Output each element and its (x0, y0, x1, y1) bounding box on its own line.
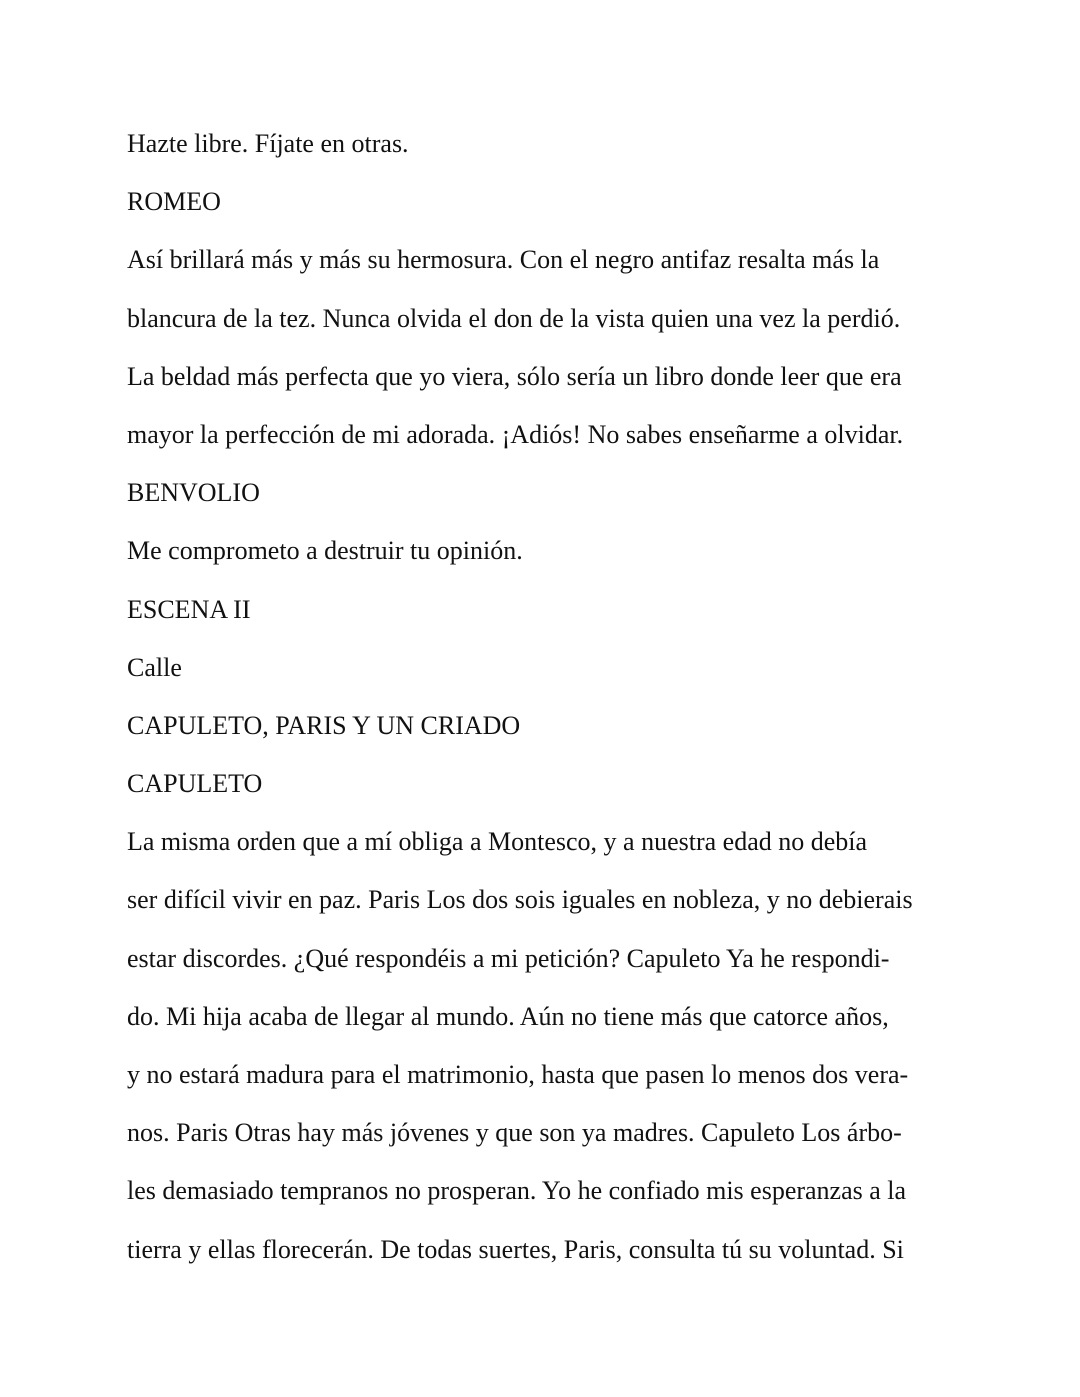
text-line: tierra y ellas florecerán. De todas suertes, Paris, consulta tú su voluntad. Si (127, 1234, 904, 1264)
text-line: La misma orden que a mí obliga a Montesco, y a nuestra edad no debía (127, 827, 868, 857)
text-line: les demasiado tempranos no prosperan. Yo he confiado mis esperanzas a la (127, 1176, 907, 1206)
text-line: do. Mi hija acaba de llegar al mundo. Aún no tiene más que catorce años, (127, 1001, 889, 1031)
text-line: nos. Paris Otras hay más jóvenes y que son ya madres. Capuleto Los árbo- (127, 1118, 902, 1148)
speaker-name: BENVOLIO (127, 478, 260, 508)
text-line: y no estará madura para el matrimonio, hasta que pasen lo menos dos vera- (127, 1060, 909, 1089)
body-text (127, 122, 957, 1286)
speaker-name: CAPULETO (127, 769, 263, 799)
speaker-name: ROMEO (127, 187, 221, 217)
characters-heading: CAPULETO, PARIS Y UN CRIADO (127, 710, 521, 740)
text-line: ser difícil vivir en paz. Paris Los dos sois iguales en nobleza, y no debierais (127, 885, 913, 915)
text-line: Hazte libre. Fíjate en otras. (127, 129, 409, 158)
text-line: mayor la perfección de mi adorada. ¡Adiós! No sabes enseñarme a olvidar. (127, 419, 904, 449)
text-line: Me comprometo a destruir tu opinión. (127, 536, 523, 566)
text-line: La beldad más perfecta que yo viera, sólo sería un libro donde leer que era (127, 361, 902, 391)
text-line: Así brillará más y más su hermosura. Con el negro antifaz resalta más la (127, 245, 880, 275)
scene-location: Calle (127, 652, 182, 682)
text-line: blancura de la tez. Nunca olvida el don de la vista quien una vez la perdió. (127, 303, 901, 333)
text-line: estar discordes. ¿Qué respondéis a mi petición? Capuleto Ya he respondi- (127, 943, 890, 973)
scene-heading: ESCENA II (127, 594, 251, 624)
